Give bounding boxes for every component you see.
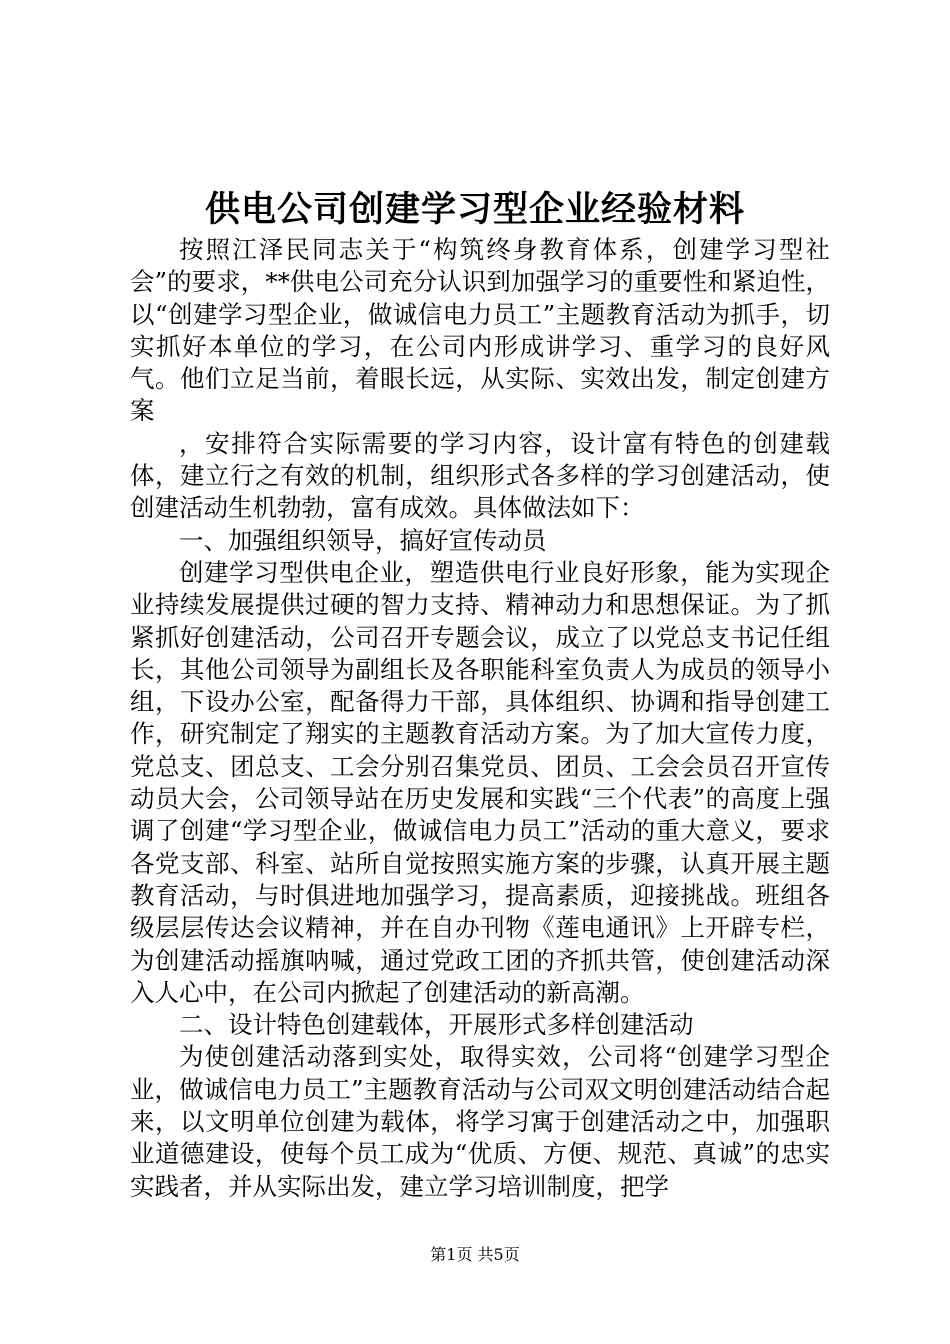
paragraph-intro-continued: ，安排符合实际需要的学习内容，设计富有特色的创建载体，建立行之有效的机制，组织形式各多样的学习创建活动，使创建活动生机勃勃，富有成效。具体做法如下： [130, 428, 830, 523]
paragraph-section-1: 创建学习型供电企业，塑造供电行业良好形象，能为实现企业持续发展提供过硬的智力支持、精神动力和思想保证。为了抓紧抓好创建活动，公司召开专题会议，成立了以党总支书记任组长，其他公司领导为副组长及各职能科室负责人为成员的领导小组，下设办公室，配备得力干部，具体组织、协调和指导创建工作，研究制定了翔实的主题教育活动方案。为了加大宣传力度，党总支、团总支、工会分别召集党员、团员、工会会员召开宣传动员大会，公司领导站在历史发展和实践“三个代表”的高度上强调了创建“学习型企业，做诚信电力员工”活动的重大意义，要求各党支部、科室、站所自觉按照实施方案的步骤，认真开展主题教育活动，与时俱进地加强学习，提高素质，迎接挑战。班组各级层层传达会议精神，并在自办刊物《莲电通讯》上开辟专栏，为创建活动摇旗呐喊，通过党政工团的齐抓共管，使创建活动深入人心中，在公司内掀起了创建活动的新高潮。 [130, 557, 830, 1007]
paragraph-section-2: 为使创建活动落到实处，取得实效，公司将“创建学习型企业，做诚信电力员工”主题教育活动与公司双文明创建活动结合起来，以文明单位创建为载体，将学习寓于创建活动之中，加强职业道德建设，使每个员工成为“优质、方便、规范、真诚”的忠实实践者，并从实际出发，建立学习培训制度，把学 [130, 1042, 830, 1201]
paragraph-intro: 按照江泽民同志关于“构筑终身教育体系，创建学习型社会”的要求，**供电公司充分认识到加强学习的重要性和紧迫性，以“创建学习型企业，做诚信电力员工”主题教育活动为抓手，切实抓好本单位的学习，在公司内形成讲学习、重学习的良好风气。他们立足当前，着眼长远，从实际、实效出发，制定创建方案 [130, 235, 830, 426]
document-body [130, 234, 830, 1203]
section-heading-1: 一、加强组织领导，搞好宣传动员 [179, 525, 547, 555]
section-heading-2: 二、设计特色创建载体，开展形式多样创建活动 [179, 1010, 694, 1040]
document-title: 供电公司创建学习型企业经验材料 [204, 189, 745, 230]
page-footer: 第1页 共5页 [430, 1245, 520, 1264]
